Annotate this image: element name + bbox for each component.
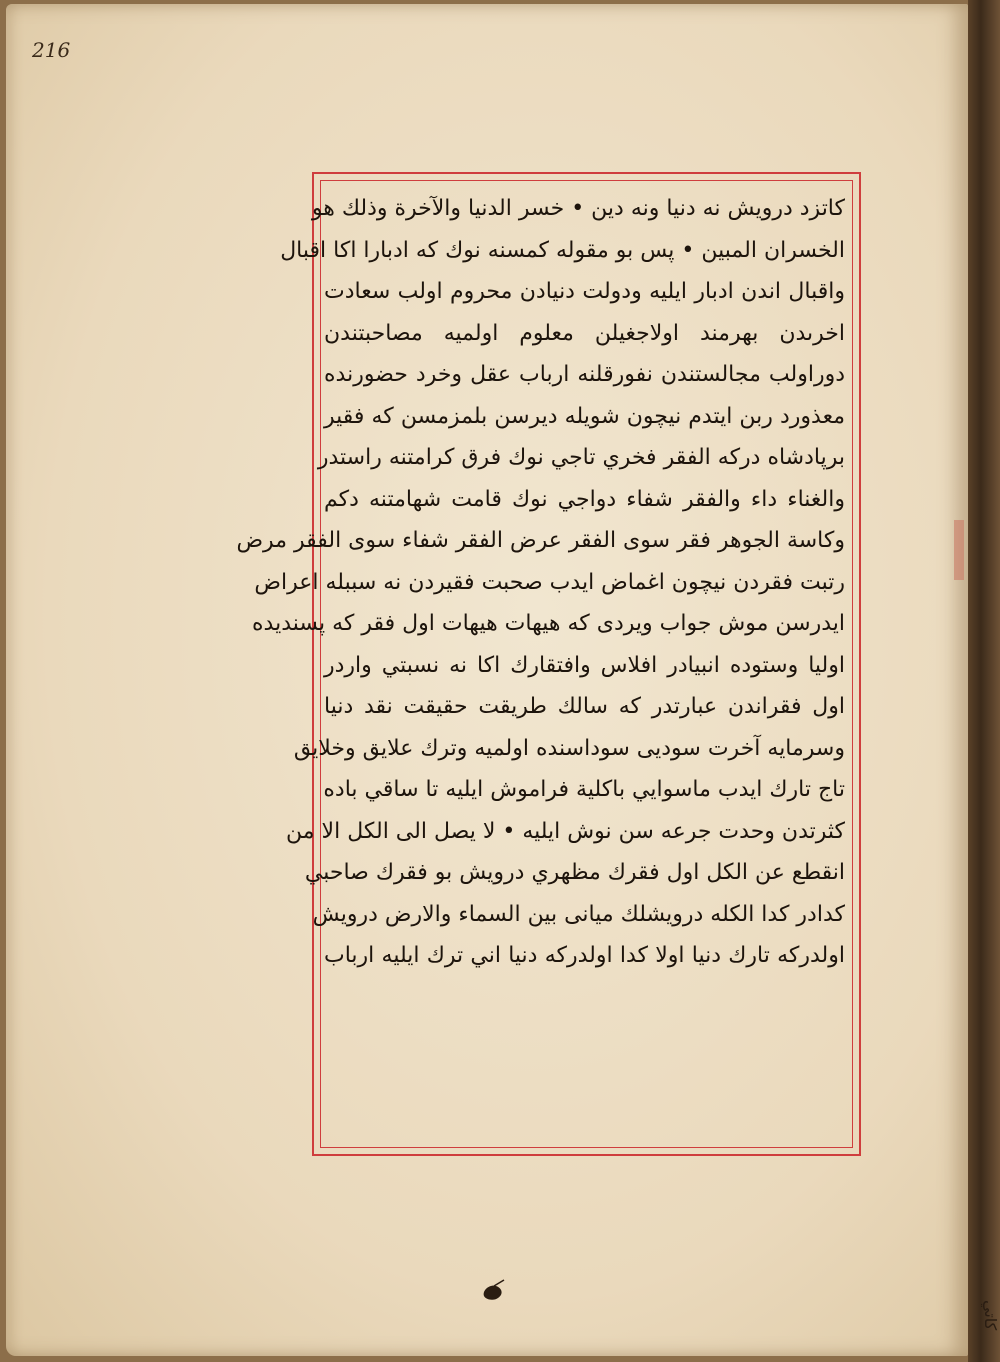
text-line: اولدركه تارك دنيا اولا كدا اولدركه دنيا اني ترك ايليه ارباب <box>324 943 845 968</box>
text-line: اول فقراندن عبارتدر كه سالك طريقت حقيقت نقد دنيا <box>324 694 845 719</box>
text-block <box>236 188 845 977</box>
text-line: كثرتدن وحدت جرعه سن نوش ايليه • لا يصل الى الكل الا من <box>286 818 845 844</box>
folio-number: 216 <box>32 38 71 62</box>
text-line: دوراولب مجالستندن نفورقلنه ارباب عقل وخرد حضورنده <box>324 362 845 387</box>
text-line: اخرىدن بهرمند اولاجغيلن معلوم اولميه مصاحبتندن <box>324 320 845 346</box>
text-line: وسرمايه آخرت سوديى سوداسنده اولميه وترك علايق وخلايق <box>293 735 845 761</box>
text-line: كدادر كدا الكله درويشلك ميانى بين السماء والارض درويش <box>312 901 845 927</box>
text-line: انقطع عن الكل اول فقرك مظهري درويش بو فقرك صاحبي <box>304 860 845 885</box>
text-line: واقبال اندن ادبار ايليه ودولت دنيادن محروم اولب سعادت <box>324 279 845 304</box>
text-line: اوليا وستوده انبيادر افلاس وافتقارك اكا نه نسبتي واردر <box>324 652 845 678</box>
text-line: تاج تارك ايدب ماسوايي باكلية فراموش ايليه تا ساقي باده <box>323 777 845 802</box>
catchword: كاتي <box>981 1300 1000 1331</box>
text-line: والغناء داء والفقر شفاء دواجي نوك قامت شهامتنه دكم <box>324 486 845 512</box>
text-frame <box>236 172 861 1156</box>
text-line: معذورد ربن ايتدم نيچون شويله ديرسن بلمزمسن كه فقير <box>324 403 845 429</box>
text-line: برپادشاه دركه الفقر فخري تاجي نوك فرق كرامتنه راستدر <box>317 445 845 470</box>
book-spine <box>968 0 1000 1362</box>
text-line: وكاسة الجوهر فقر سوى الفقر عرض الفقر شفاء سوى الفقر مرض <box>236 528 845 553</box>
text-line: كاتزد درويش نه دنيا ونه دين • خسر الدنيا والآخرة وذلك هو <box>311 196 845 221</box>
text-line: رتبت فقردن نيچون اغماض ايدب صحبت فقيردن نه سببله اعراض <box>254 569 845 595</box>
text-line: ايدرسن موش جواب ويردى كه هيهات هيهات اول فقر كه پسنديده <box>252 611 845 636</box>
text-line: الخسران المبين • پس بو مقوله كمسنه نوك كه ادبارا اكا اقبال <box>280 237 845 263</box>
red-page-edge <box>954 520 964 580</box>
ink-blot-icon <box>480 1280 506 1302</box>
